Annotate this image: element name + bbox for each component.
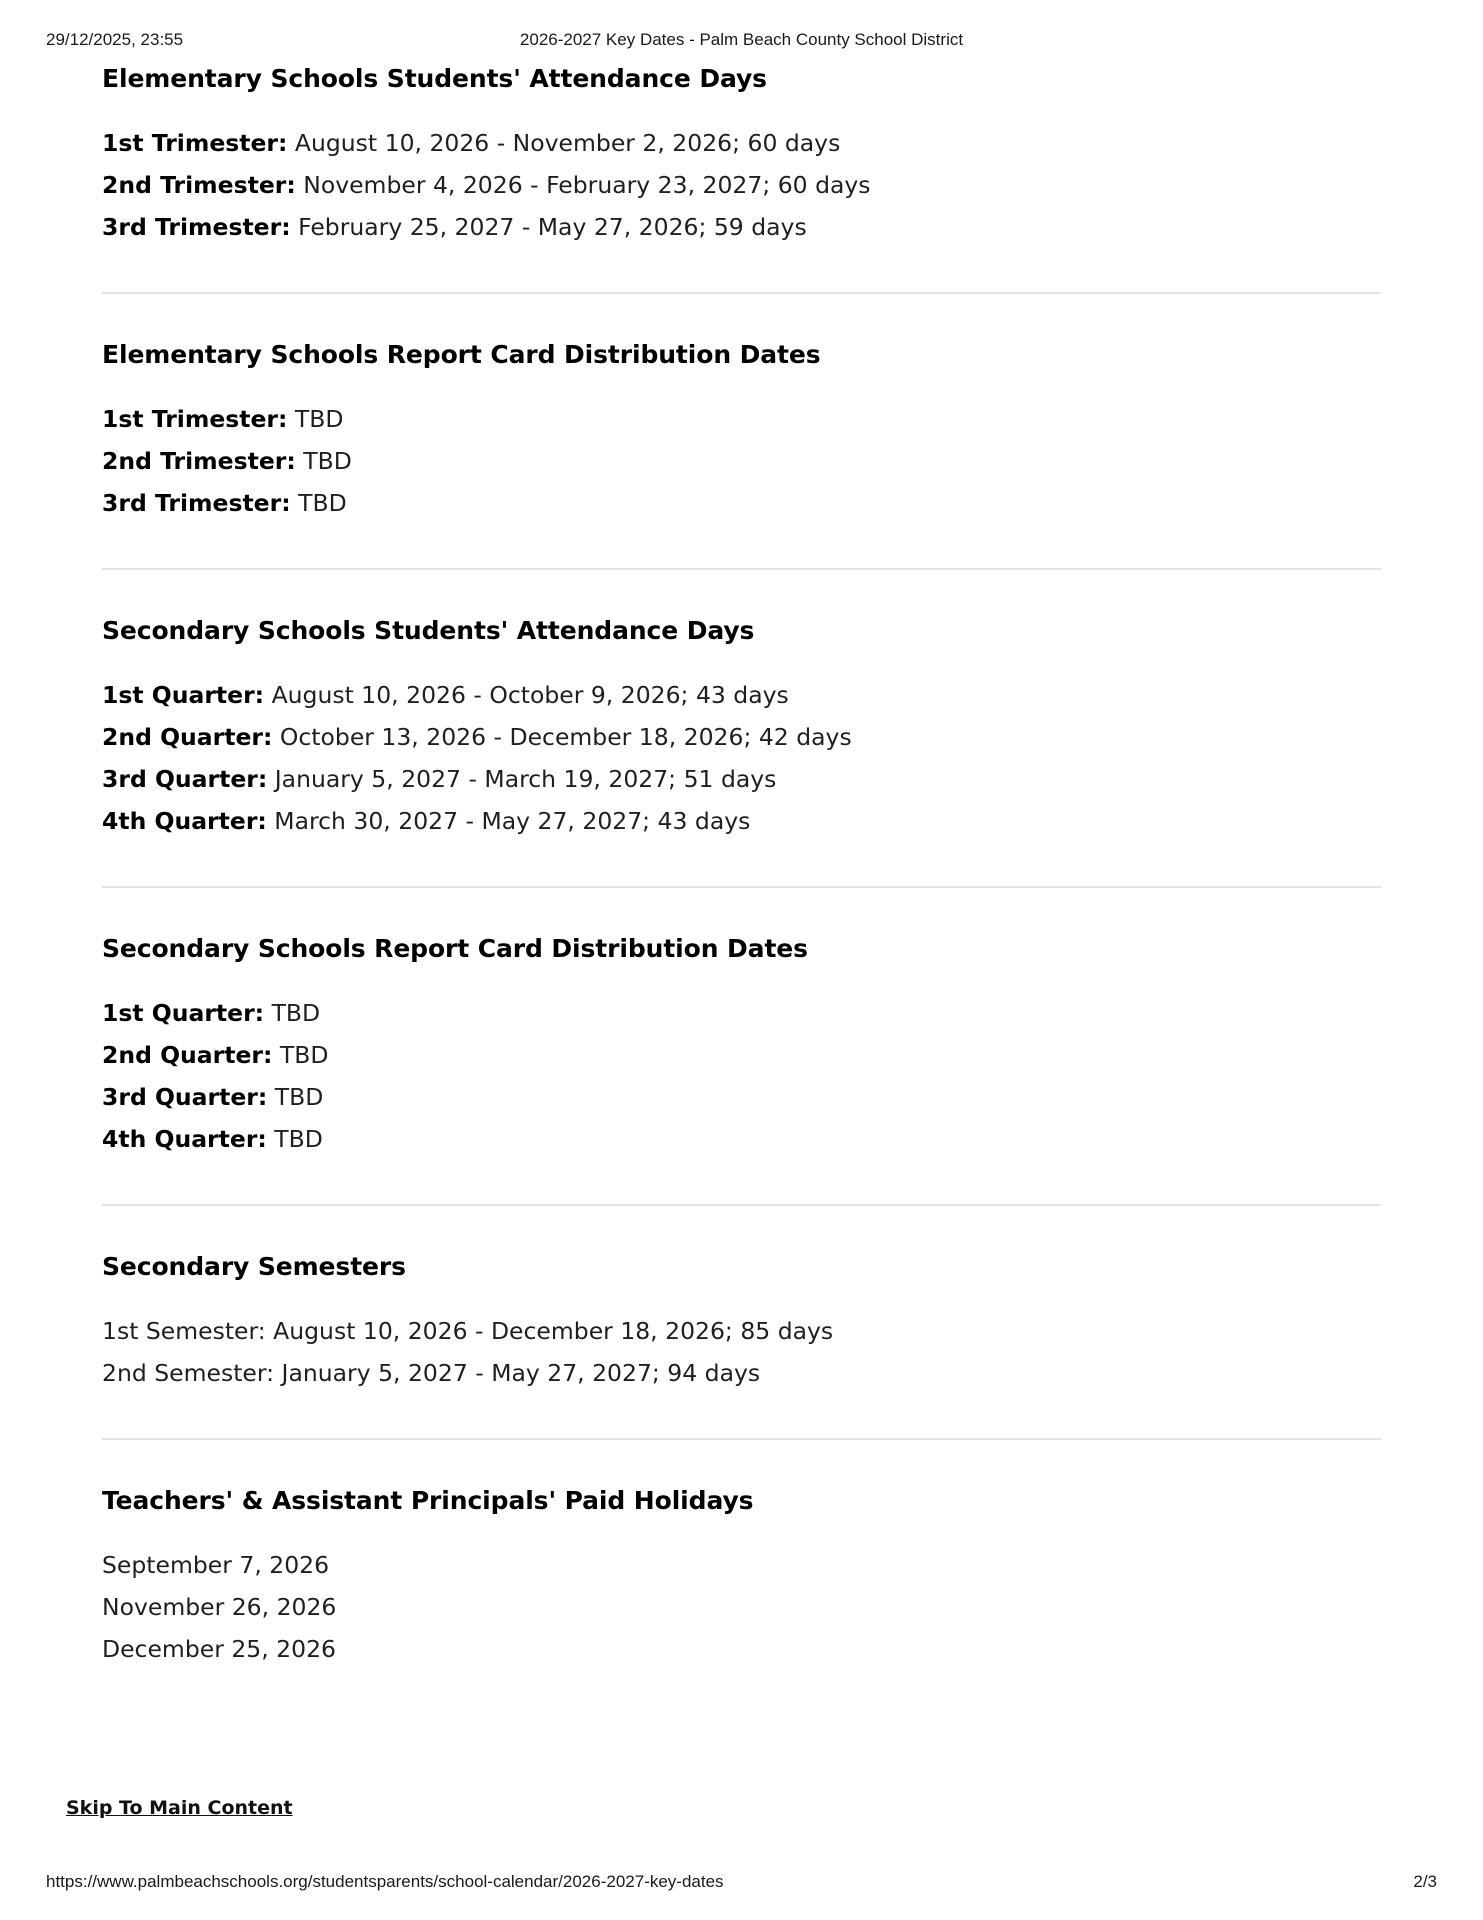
row-3rd-quarter — [102, 1076, 1381, 1118]
row-value: August 10, 2026 - December 18, 2026; 85 days — [273, 1317, 834, 1345]
row-2nd-quarter — [102, 1034, 1381, 1076]
print-source-url: https://www.palmbeachschools.org/studentsparents/school-calendar/2026-2027-key-dates — [46, 1872, 724, 1891]
row-2nd-trimester — [102, 164, 1381, 206]
row-label: 2nd Quarter: — [102, 1041, 273, 1069]
row-value: TBD — [303, 447, 352, 475]
row-4th-quarter — [102, 1118, 1381, 1160]
row-value: August 10, 2026 - November 2, 2026; 60 days — [294, 129, 841, 157]
row-3rd-trimester — [102, 482, 1381, 524]
row-holiday-1: September 7, 2026 — [102, 1551, 330, 1579]
row-value: TBD — [274, 1125, 323, 1153]
section-rows — [102, 1544, 1381, 1670]
row-2nd-quarter — [102, 716, 1381, 758]
section-secondary-attendance — [102, 614, 1381, 932]
row-2nd-trimester — [102, 440, 1381, 482]
row-label: 4th Quarter: — [102, 807, 267, 835]
row-4th-quarter — [102, 800, 1381, 842]
section-heading: Elementary Schools Students' Attendance Days — [102, 64, 767, 93]
section-rows — [102, 674, 1381, 842]
row-label: 1st Quarter: — [102, 999, 265, 1027]
row-value: TBD — [298, 489, 347, 517]
section-heading: Teachers' & Assistant Principals' Paid Holidays — [102, 1486, 754, 1515]
row-value: October 13, 2026 - December 18, 2026; 42 days — [279, 723, 852, 751]
row-1st-trimester — [102, 122, 1381, 164]
row-label: 2nd Trimester: — [102, 171, 296, 199]
row-value: March 30, 2027 - May 27, 2027; 43 days — [274, 807, 751, 835]
section-heading: Secondary Schools Students' Attendance Days — [102, 616, 755, 645]
row-2nd-semester — [102, 1352, 1381, 1394]
row-label: 2nd Quarter: — [102, 723, 273, 751]
section-elementary-attendance — [102, 62, 1381, 338]
row-label: 1st Quarter: — [102, 681, 265, 709]
row-value: TBD — [279, 1041, 329, 1069]
section-heading: Elementary Schools Report Card Distribution Dates — [102, 340, 821, 369]
row-label: 1st Trimester: — [102, 129, 288, 157]
print-timestamp: 29/12/2025, 23:55 — [46, 30, 184, 49]
row-value: TBD — [294, 405, 344, 433]
section-secondary-semesters — [102, 1250, 1381, 1484]
row-1st-semester — [102, 1310, 1381, 1352]
row-value: August 10, 2026 - October 9, 2026; 43 days — [271, 681, 789, 709]
row-label: 1st Semester: — [102, 1317, 266, 1345]
row-3rd-trimester — [102, 206, 1381, 248]
row-label: 3rd Trimester: — [102, 489, 291, 517]
row-label: 3rd Quarter: — [102, 1083, 268, 1111]
row-value: January 5, 2027 - May 27, 2027; 94 days — [281, 1359, 761, 1387]
row-1st-quarter — [102, 992, 1381, 1034]
row-label: 3rd Quarter: — [102, 765, 268, 793]
row-1st-quarter — [102, 674, 1381, 716]
section-teacher-paid-holidays — [102, 1484, 1381, 1670]
page-content — [0, 62, 1483, 1670]
row-holiday-3: December 25, 2026 — [102, 1635, 336, 1663]
section-secondary-report-cards — [102, 932, 1381, 1250]
print-footer — [0, 1872, 1483, 1896]
row-3rd-quarter — [102, 758, 1381, 800]
section-rows — [102, 992, 1381, 1160]
row-label: 2nd Trimester: — [102, 447, 296, 475]
skip-to-main-content-link[interactable]: Skip To Main Content — [66, 1797, 293, 1819]
row-value: TBD — [274, 1083, 324, 1111]
row-label: 3rd Trimester: — [102, 213, 291, 241]
row-label: 4th Quarter: — [102, 1125, 267, 1153]
section-rows — [102, 398, 1381, 524]
print-header — [0, 30, 1483, 56]
content-column — [102, 62, 1381, 1670]
row-value: January 5, 2027 - March 19, 2027; 51 days — [274, 765, 777, 793]
row-value: February 25, 2027 - May 27, 2026; 59 days — [298, 213, 807, 241]
row-holiday-2: November 26, 2026 — [102, 1593, 337, 1621]
row-1st-trimester — [102, 398, 1381, 440]
section-heading: Secondary Schools Report Card Distribution Dates — [102, 934, 808, 963]
row-label: 1st Trimester: — [102, 405, 288, 433]
print-page-number: 2/3 — [1413, 1872, 1437, 1891]
section-heading: Secondary Semesters — [102, 1252, 406, 1281]
section-rows — [102, 1310, 1381, 1394]
print-document-title: 2026-2027 Key Dates - Palm Beach County School District — [519, 30, 964, 49]
section-elementary-report-cards — [102, 338, 1381, 614]
section-rows — [102, 122, 1381, 248]
row-label: 2nd Semester: — [102, 1359, 275, 1387]
row-value: TBD — [271, 999, 321, 1027]
row-value: November 4, 2026 - February 23, 2027; 60 days — [303, 171, 871, 199]
